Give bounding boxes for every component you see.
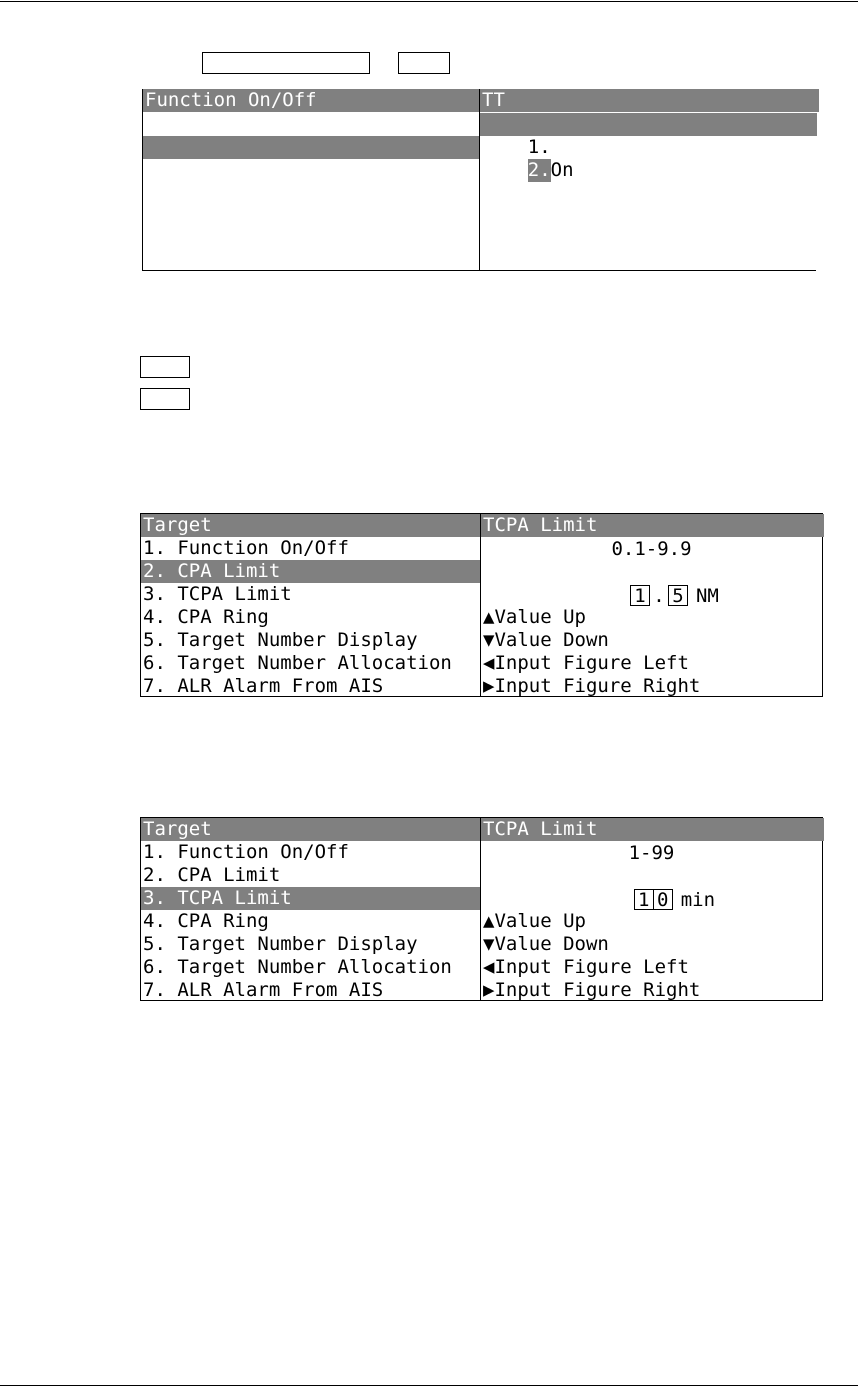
- key-box-short[interactable]: [398, 52, 450, 74]
- menu-item-cpa-limit[interactable]: 2. CPA Limit: [141, 560, 480, 583]
- menu-item-target-number-display[interactable]: 5. Target Number Display: [143, 629, 418, 651]
- menu-item-target-number-display[interactable]: 5. Target Number Display: [143, 933, 418, 955]
- help-value-up: ▲Value Up: [483, 606, 586, 628]
- value-range: 0.1-9.9: [611, 538, 692, 560]
- unit-label: min: [680, 889, 716, 911]
- help-value-down: ▼Value Down: [483, 933, 609, 955]
- function-onoff-panel: [142, 89, 816, 271]
- target-tcpa-panel: [140, 817, 823, 1001]
- unit-label: NM: [695, 585, 719, 607]
- digit-1[interactable]: 1: [634, 889, 654, 910]
- option-on[interactable]: 2.On: [527, 159, 574, 181]
- panel-right-title: TCPA Limit: [481, 514, 824, 537]
- key-box-long[interactable]: [202, 52, 370, 74]
- help-figure-left: ◀Input Figure Left: [483, 956, 689, 978]
- menu-item-cpa-ring[interactable]: 4. CPA Ring: [143, 606, 269, 628]
- help-value-up: ▲Value Up: [483, 910, 586, 932]
- menu-item-function-onoff[interactable]: 1. Function On/Off: [143, 537, 349, 559]
- menu-item-tcpa-limit[interactable]: 3. TCPA Limit: [141, 887, 480, 910]
- panel-right-title: TT: [480, 89, 819, 112]
- menu-item-function-onoff[interactable]: 1. Function On/Off: [143, 841, 349, 863]
- panel-left-title: Function On/Off: [143, 89, 481, 112]
- menu-item-tt[interactable]: [143, 113, 479, 136]
- value-range: 1-99: [628, 842, 675, 864]
- digit-1[interactable]: 1: [630, 585, 650, 606]
- top-rule: [0, 1, 858, 2]
- decimal-separator: .: [653, 585, 665, 607]
- menu-item-target-number-allocation[interactable]: 6. Target Number Allocation: [143, 956, 452, 978]
- help-figure-left: ◀Input Figure Left: [483, 652, 689, 674]
- panel-right-title: TCPA Limit: [481, 818, 824, 841]
- help-figure-right: ▶Input Figure Right: [483, 979, 701, 1001]
- help-value-down: ▼Value Down: [483, 629, 609, 651]
- menu-item-alr-alarm[interactable]: 7. ALR Alarm From AIS: [143, 675, 384, 697]
- menu-item-target-number-allocation[interactable]: 6. Target Number Allocation: [143, 652, 452, 674]
- menu-item-cpa-ring[interactable]: 4. CPA Ring: [143, 910, 269, 932]
- option-off[interactable]: 1.Off: [527, 136, 585, 158]
- key-box-2[interactable]: [140, 388, 190, 410]
- panel-left-title: Target: [141, 818, 481, 841]
- help-figure-right: ▶Input Figure Right: [483, 675, 701, 697]
- menu-item-ais[interactable]: 2. AIS: [143, 136, 479, 159]
- menu-item-alr-alarm[interactable]: 7. ALR Alarm From AIS: [143, 979, 384, 1001]
- target-cpa-panel: [140, 513, 823, 697]
- menu-item-tcpa-limit[interactable]: 3. TCPA Limit: [143, 583, 292, 605]
- menu-item-cpa-limit[interactable]: 2. CPA Limit: [143, 864, 281, 886]
- key-box-1[interactable]: [140, 356, 190, 378]
- digit-2[interactable]: 0: [653, 889, 673, 910]
- digit-2[interactable]: 5: [668, 585, 688, 606]
- panel-left-title: Target: [141, 514, 481, 537]
